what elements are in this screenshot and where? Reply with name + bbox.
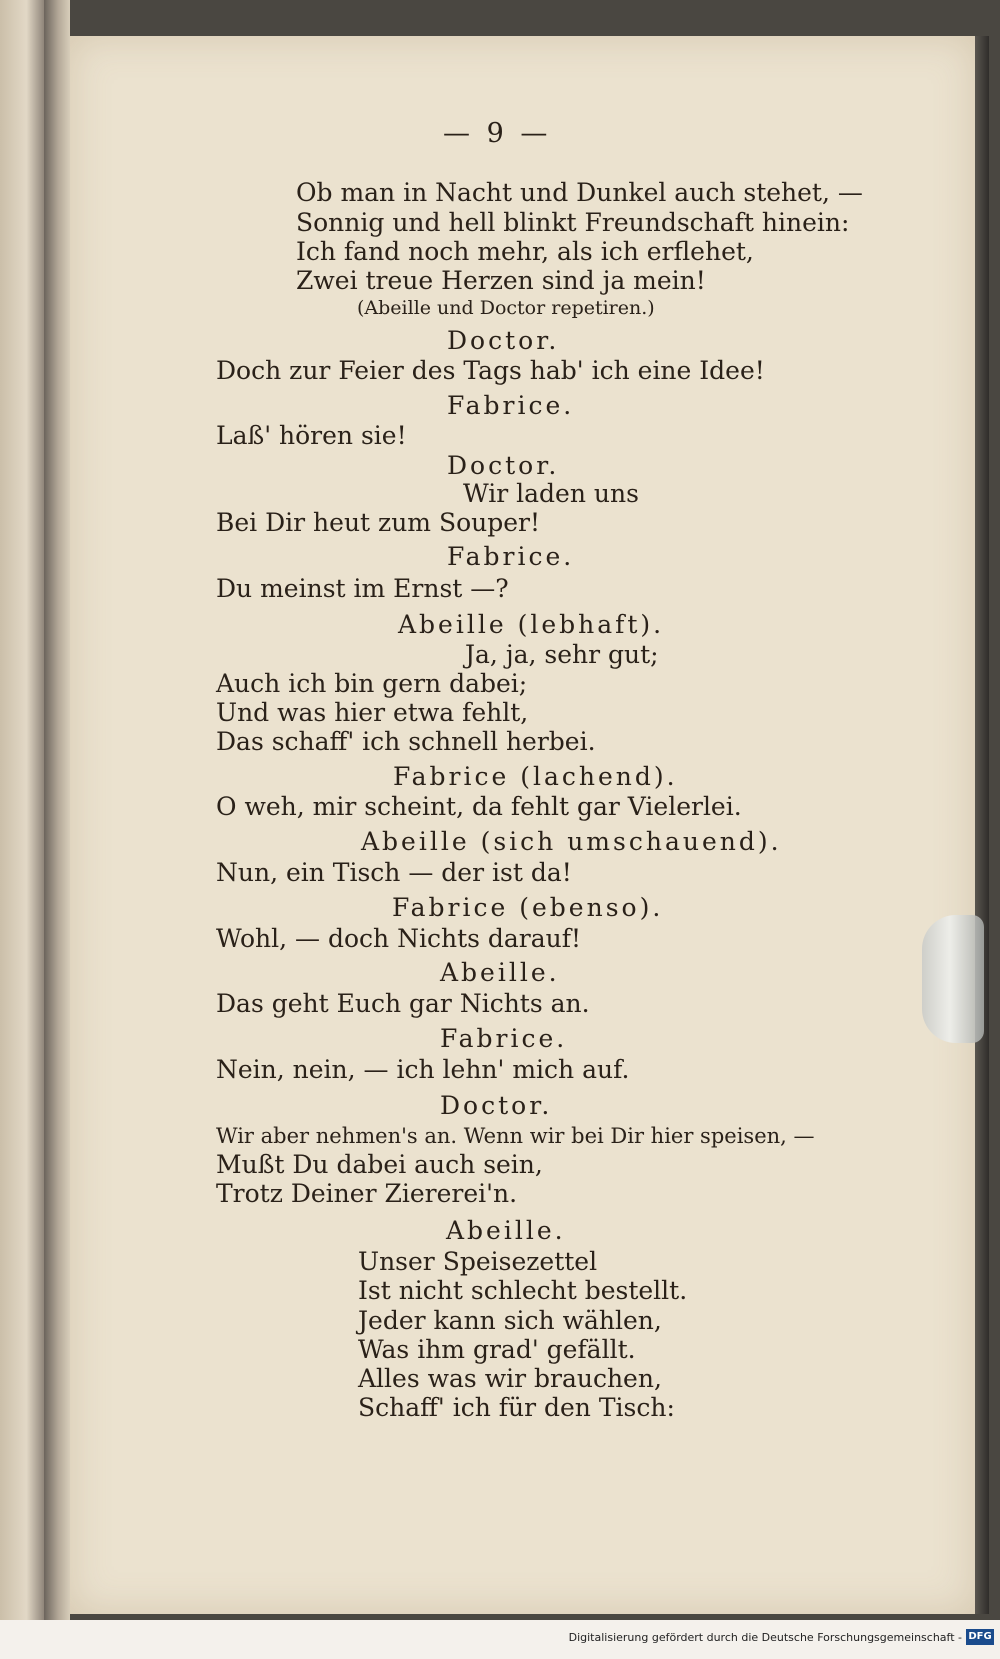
verse-line: Ob man in Nacht und Dunkel auch stehet, — [296,178,863,207]
verse-line: Wohl, — doch Nichts darauf! [216,924,582,953]
speaker-name: Fabrice (lachend). [393,762,678,791]
verse-line: Unser Speisezettel [358,1247,598,1276]
verse-line: Und was hier etwa fehlt, [216,698,529,727]
speaker-name: Doctor. [447,326,560,355]
speaker-name: Abeille (sich umschauend). [361,827,782,856]
speaker-name: Doctor. [447,451,560,480]
speaker-name: Fabrice. [447,391,575,420]
speaker-name: Abeille (lebhaft). [398,610,665,639]
verse-line: Trotz Deiner Ziererei'n. [216,1179,518,1208]
page-number: — 9 — [443,118,552,149]
verse-line: Wir aber nehmen's an. Wenn wir bei Dir hier speisen, — [216,1124,815,1148]
verse-line: Ja, ja, sehr gut; [465,640,659,669]
funding-notice: Digitalisierung gefördert durch die Deutsche Forschungsgemeinschaft - [568,1631,962,1644]
verse-line: Nein, nein, — ich lehn' mich auf. [216,1055,630,1084]
speaker-name: Fabrice. [440,1024,568,1053]
verse-line: Ich fand noch mehr, als ich erflehet, [296,237,754,266]
verse-line: Ist nicht schlecht bestellt. [358,1276,688,1305]
stage-direction: (Abeille und Doctor repetiren.) [357,297,655,319]
verse-line: Zwei treue Herzen sind ja mein! [296,266,706,295]
dfg-logo: DFG [966,1629,994,1645]
verse-line: Bei Dir heut zum Souper! [216,508,541,537]
verse-line: Nun, ein Tisch — der ist da! [216,858,572,887]
speaker-name: Abeille. [446,1216,566,1245]
verse-line: Sonnig und hell blinkt Freundschaft hinein: [296,208,850,237]
verse-line: Was ihm grad' gefällt. [358,1335,636,1364]
verse-line: O weh, mir scheint, da fehlt gar Vielerlei. [216,792,742,821]
left-page-edge [0,0,44,1620]
verse-line: Das geht Euch gar Nichts an. [216,989,590,1018]
book-gutter [44,0,70,1620]
speaker-name: Fabrice. [447,542,575,571]
speaker-name: Fabrice (ebenso). [392,893,664,922]
page-clip [922,915,984,1043]
verse-line: Doch zur Feier des Tags hab' ich eine Idee! [216,356,765,385]
footer-bar [0,1620,1000,1659]
verse-line: Jeder kann sich wählen, [358,1306,662,1335]
verse-line: Das schaff' ich schnell herbei. [216,727,596,756]
right-page-edge [975,36,989,1614]
verse-line: Alles was wir brauchen, [358,1364,662,1393]
verse-line: Mußt Du dabei auch sein, [216,1150,543,1179]
verse-line: Wir laden uns [463,479,639,508]
speaker-name: Doctor. [440,1091,553,1120]
verse-line: Du meinst im Ernst —? [216,574,509,603]
verse-line: Auch ich bin gern dabei; [216,669,528,698]
verse-line: Schaff' ich für den Tisch: [358,1393,675,1422]
verse-line: Laß' hören sie! [216,421,407,450]
speaker-name: Abeille. [440,958,560,987]
